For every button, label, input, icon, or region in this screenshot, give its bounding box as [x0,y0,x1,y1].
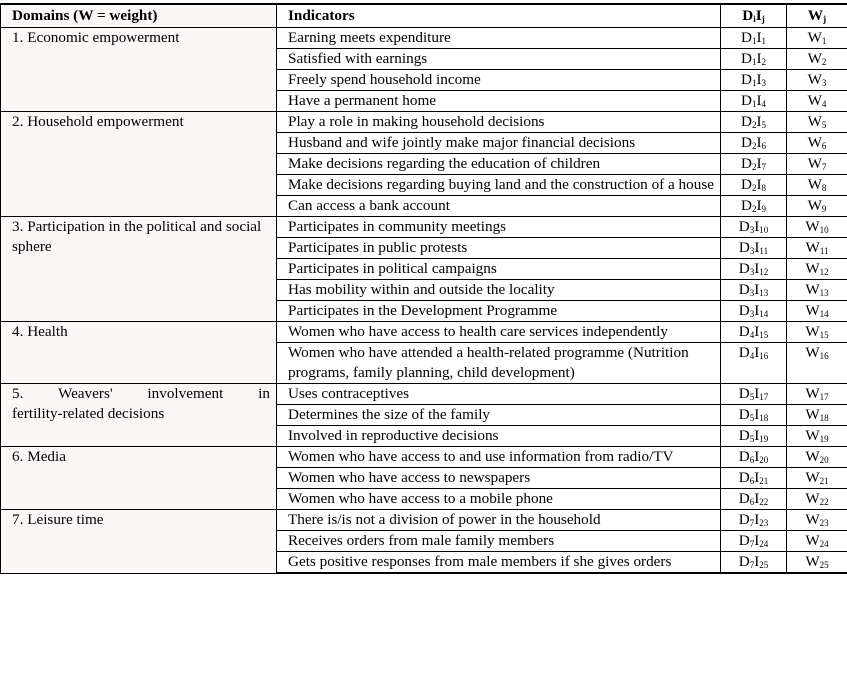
weight-cell: $W_1$ [787,28,847,49]
domain-cell: 1. Economic empowerment [1,28,277,112]
indicator-cell: Involved in reproductive decisions [277,426,721,447]
weight-cell: $W_{11}$ [787,238,847,259]
weight-cell: $W_6$ [787,133,847,154]
weight-cell: $W_{15}$ [787,322,847,343]
indicator-code-cell: $D_7I_{25}$ [721,552,787,574]
indicator-code-cell: $D_3I_{12}$ [721,259,787,280]
weight-cell: $W_{20}$ [787,447,847,468]
weight-cell: $W_{25}$ [787,552,847,574]
domain-cell: 7. Leisure time [1,510,277,574]
indicator-cell: Can access a bank account [277,196,721,217]
indicator-code-cell: $D_4I_{16}$ [721,343,787,384]
weight-cell: $W_{18}$ [787,405,847,426]
indicator-code-cell: $D_3I_{14}$ [721,301,787,322]
header-domains: Domains (W = weight) [1,4,277,28]
indicator-cell: There is/is not a division of power in the household [277,510,721,531]
domain-cell: 3. Participation in the political and social sphere [1,217,277,322]
indicator-code-cell: $D_2I_9$ [721,196,787,217]
indicator-code-cell: $D_2I_7$ [721,154,787,175]
indicator-cell: Women who have access to health care services independently [277,322,721,343]
indicator-cell: Participates in community meetings [277,217,721,238]
domain-label-line2: fertility-related decisions [12,405,165,422]
weight-cell: $W_{13}$ [787,280,847,301]
indicator-code-cell: $D_6I_{22}$ [721,489,787,510]
indicator-code-cell: $D_1I_3$ [721,70,787,91]
indicator-cell: Earning meets expenditure [277,28,721,49]
domain-cell [1,384,277,447]
indicator-cell: Women who have attended a health-related programme (Nutrition programs, family planning, child development) [277,343,721,384]
weight-cell: $W_{10}$ [787,217,847,238]
table-row [1,322,847,343]
indicator-code-cell: $D_5I_{19}$ [721,426,787,447]
header-weight: $W_j$ [787,4,847,28]
weight-cell: $W_{17}$ [787,384,847,405]
indicator-code-cell: $D_2I_8$ [721,175,787,196]
indicator-cell: Gets positive responses from male members if she gives orders [277,552,721,574]
weight-cell: $W_9$ [787,196,847,217]
indicator-code-cell: $D_6I_{20}$ [721,447,787,468]
table-row [1,384,847,405]
weight-cell: $W_2$ [787,49,847,70]
header-row [1,4,847,28]
weight-cell: $W_3$ [787,70,847,91]
indicator-code-cell: $D_5I_{17}$ [721,384,787,405]
indicator-cell: Women who have access to and use information from radio/TV [277,447,721,468]
table-row [1,447,847,468]
weight-cell: $W_{19}$ [787,426,847,447]
indicator-cell: Make decisions regarding buying land and the construction of a house [277,175,721,196]
weight-cell: $W_{23}$ [787,510,847,531]
domain-cell: 2. Household empowerment [1,112,277,217]
indicator-cell: Has mobility within and outside the locality [277,280,721,301]
indicator-cell: Women who have access to newspapers [277,468,721,489]
indicator-cell: Freely spend household income [277,70,721,91]
indicator-code-cell: $D_5I_{18}$ [721,405,787,426]
indicator-code-cell: $D_2I_5$ [721,112,787,133]
indicator-cell: Participates in political campaigns [277,259,721,280]
domain-cell: 6. Media [1,447,277,510]
indicator-code-cell: $D_3I_{13}$ [721,280,787,301]
table-row [1,112,847,133]
indicator-code-cell: $D_1I_1$ [721,28,787,49]
indicator-code-cell: $D_4I_{15}$ [721,322,787,343]
weight-cell: $W_{24}$ [787,531,847,552]
indicator-cell: Uses contraceptives [277,384,721,405]
indicator-cell: Husband and wife jointly make major financial decisions [277,133,721,154]
indicator-cell: Play a role in making household decisions [277,112,721,133]
indicator-cell: Women who have access to a mobile phone [277,489,721,510]
indicator-cell: Determines the size of the family [277,405,721,426]
weight-cell: $W_4$ [787,91,847,112]
indicator-code-cell: $D_3I_{10}$ [721,217,787,238]
weight-cell: $W_8$ [787,175,847,196]
indicator-cell: Make decisions regarding the education of children [277,154,721,175]
indicator-code-cell: $D_1I_2$ [721,49,787,70]
indicator-code-cell: $D_3I_{11}$ [721,238,787,259]
indicator-code-cell: $D_2I_6$ [721,133,787,154]
weight-cell: $W_{12}$ [787,259,847,280]
indicator-code-cell: $D_7I_{23}$ [721,510,787,531]
domain-label-line1: 5. Weavers' involvement in [12,385,270,402]
indicator-cell: Have a permanent home [277,91,721,112]
weight-cell: $W_7$ [787,154,847,175]
indicator-code-cell: $D_1I_4$ [721,91,787,112]
table-row [1,217,847,238]
indicator-cell: Satisfied with earnings [277,49,721,70]
indicator-cell: Participates in the Development Programme [277,301,721,322]
indicator-code-cell: $D_6I_{21}$ [721,468,787,489]
weight-cell: $W_{14}$ [787,301,847,322]
indicator-cell: Participates in public protests [277,238,721,259]
table-row [1,28,847,49]
domain-cell: 4. Health [1,322,277,384]
header-indicators: Indicators [277,4,721,28]
table-row [1,510,847,531]
domains-indicators-table [0,3,847,574]
weight-cell: $W_5$ [787,112,847,133]
header-code: $D_iI_j$ [721,4,787,28]
weight-cell: $W_{21}$ [787,468,847,489]
weight-cell: $W_{16}$ [787,343,847,384]
weight-cell: $W_{22}$ [787,489,847,510]
indicator-cell: Receives orders from male family members [277,531,721,552]
indicator-code-cell: $D_7I_{24}$ [721,531,787,552]
